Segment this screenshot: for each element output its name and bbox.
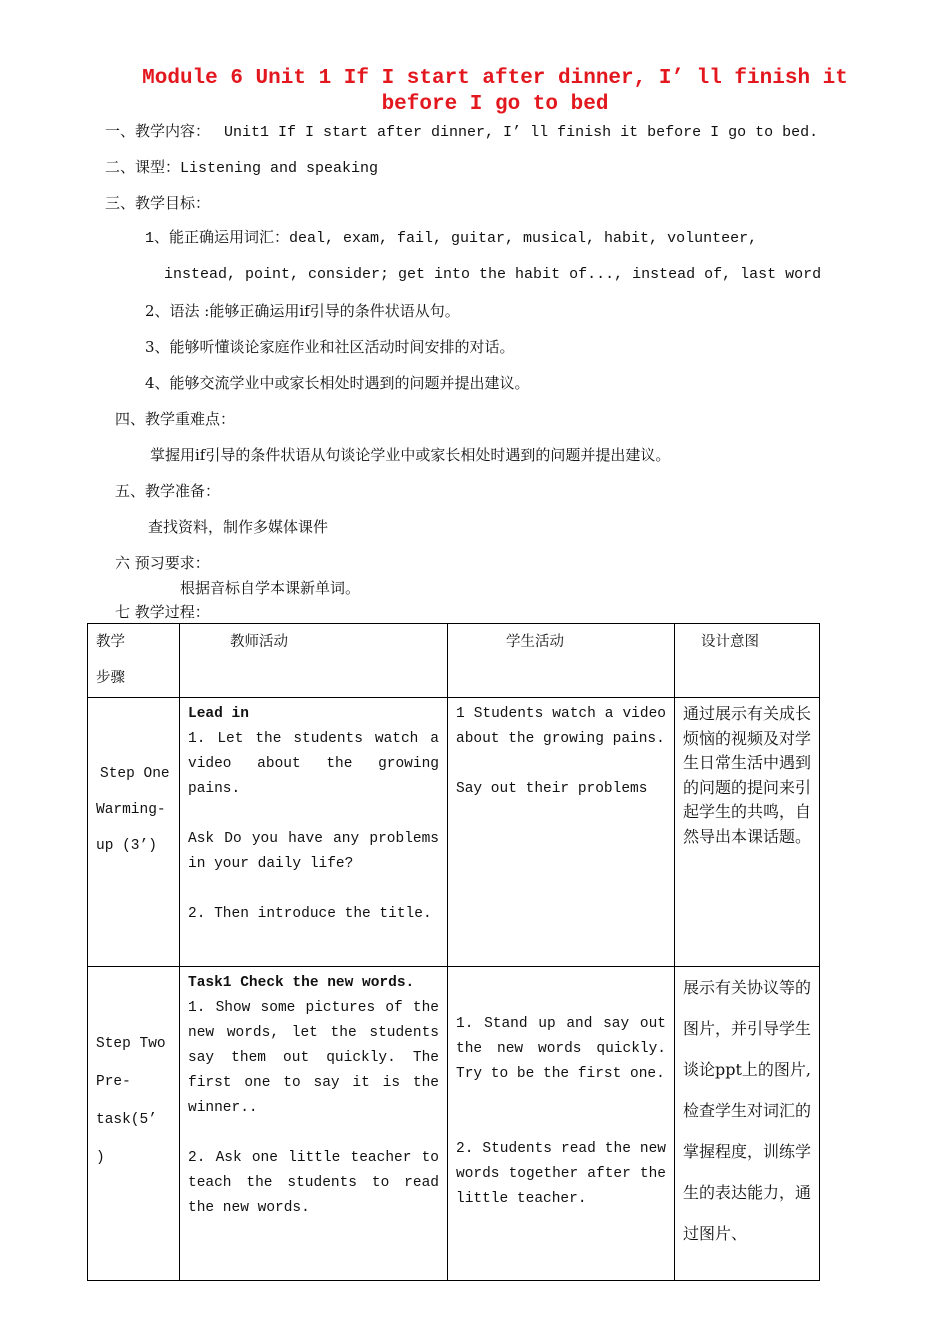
lesson-plan-table	[87, 623, 820, 1281]
keypoints-text: 掌握用if引导的条件状语从句谈论学业中或家长相处时遇到的问题并提出建议。	[150, 446, 671, 464]
step-line: Step One	[100, 766, 170, 782]
step-cell	[88, 967, 180, 1281]
type-line	[105, 157, 378, 179]
student-activity-text: 2. Students read the new words together after the little teacher.	[456, 1141, 666, 1207]
goal-3: 3、能够听懂谈论家庭作业和社区活动时间安排的对话。	[145, 338, 515, 356]
step-cell	[88, 698, 180, 967]
step-line: Step Two	[96, 1036, 166, 1052]
goal-4: 4、能够交流学业中或家长相处时遇到的问题并提出建议。	[145, 374, 530, 392]
goal-1a: 1、能正确运用词汇：deal, exam, fail, guitar, musical, habit, volunteer,	[145, 230, 758, 247]
table-row	[88, 967, 820, 1281]
teacher-activity-text: 2. Ask one little teacher to teach the students to read the new words.	[188, 1150, 439, 1216]
step-line: Warming-	[96, 802, 166, 818]
table-header-row	[88, 624, 820, 698]
teacher-cell	[180, 967, 448, 1281]
header-intent	[675, 624, 820, 698]
student-activity-text: 1 Students watch a video about the growing pains.	[456, 706, 666, 747]
process-heading: 七 教学过程：	[115, 603, 210, 621]
teacher-activity-title: Lead in	[188, 706, 249, 722]
content-label: 一、教学内容：	[105, 122, 211, 140]
page-title: Module 6 Unit 1 If I start after dinner, I’ ll finish it before I go to bed	[142, 67, 848, 116]
preview-text: 根据音标自学本课新单词。	[180, 579, 361, 597]
keypoints-heading: 四、教学重难点：	[115, 410, 236, 428]
goal-2: 2、语法 :能够正确运用if引导的条件状语从句。	[145, 302, 460, 320]
header-student	[448, 624, 675, 698]
header-student-label: 学生活动	[506, 634, 564, 650]
student-activity-text: 1. Stand up and say out the new words quickly. Try to be the first one.	[456, 1016, 666, 1082]
design-intent-text: 通过展示有关成长烦恼的视频及对学生日常生活中遇到的问题的提问来引起学生的共鸣，自然导出本课话题。	[683, 704, 812, 846]
type-value: Listening and speaking	[180, 160, 379, 177]
header-step-line1: 教学	[96, 634, 125, 650]
step-line: task(5’	[96, 1112, 157, 1128]
step-line: Pre-	[96, 1074, 131, 1090]
teacher-activity-title: Task1 Check the new words.	[188, 975, 415, 991]
teacher-activity-text: 2. Then introduce the title.	[188, 906, 432, 922]
student-cell	[448, 967, 675, 1281]
preview-heading: 六 预习要求：	[115, 554, 210, 572]
content-value: Unit1 If I start after dinner, I’ ll finish it before I go to bed.	[224, 124, 819, 141]
step-line: up (3’)	[96, 838, 157, 854]
teacher-activity-text: 1. Show some pictures of the new words, let the students say them out quickly. The first one to say it is the winner..	[188, 1000, 439, 1116]
header-step	[88, 624, 180, 698]
design-intent-text: 展示有关协议等的图片，并引导学生谈论ppt上的图片,检查学生对词汇的掌握程度，训练学生的表达能力，通过图片、	[683, 978, 812, 1243]
prep-text: 查找资料，制作多媒体课件	[148, 518, 329, 536]
header-step-line2: 步骤	[96, 670, 125, 686]
intent-cell	[675, 698, 820, 967]
goals-heading: 三、教学目标：	[105, 194, 211, 212]
header-teacher-label: 教师活动	[230, 634, 288, 650]
student-cell	[448, 698, 675, 967]
student-activity-text: Say out their problems	[456, 781, 648, 797]
header-teacher	[180, 624, 448, 698]
teacher-cell	[180, 698, 448, 967]
step-line: )	[96, 1150, 105, 1166]
goal-1b: instead, point, consider; get into the habit of..., instead of, last word	[164, 266, 822, 283]
content-line	[105, 121, 818, 143]
header-intent-label: 设计意图	[701, 634, 759, 650]
teacher-activity-text: 1. Let the students watch a video about the growing pains.	[188, 731, 439, 797]
prep-heading: 五、教学准备：	[115, 482, 221, 500]
teacher-activity-text: Ask Do you have any problems in your daily life?	[188, 831, 439, 872]
type-label: 二、课型：	[105, 158, 181, 176]
table-row	[88, 698, 820, 967]
intent-cell	[675, 967, 820, 1281]
